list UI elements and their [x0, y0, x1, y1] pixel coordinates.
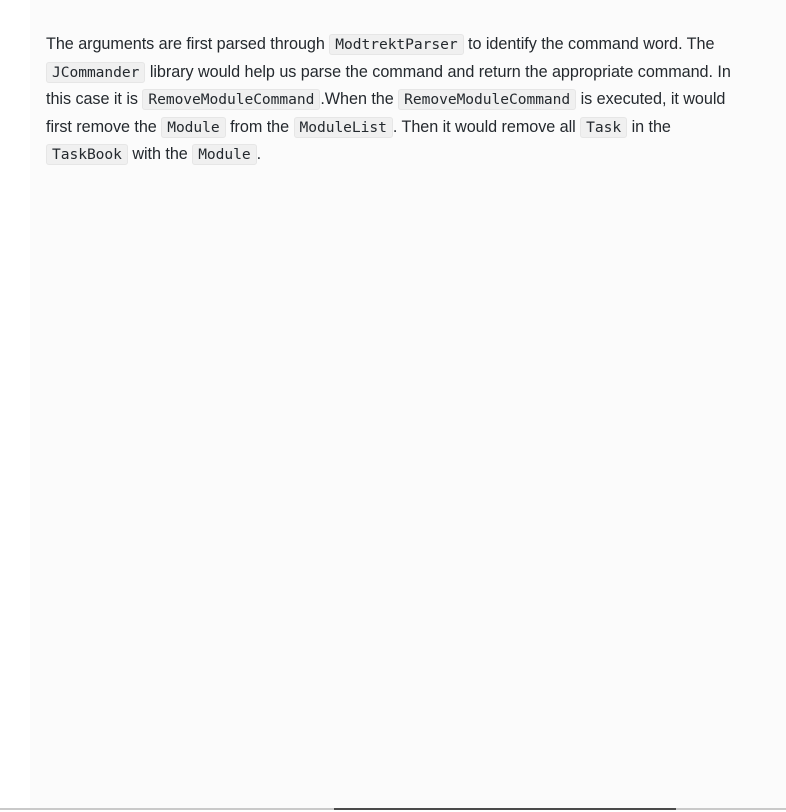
inline-code-remove-module-command: RemoveModuleCommand — [142, 89, 320, 110]
bottom-border-segment — [334, 808, 676, 810]
inline-code-module: Module — [192, 144, 256, 165]
inline-code-modtrekt-parser: ModtrektParser — [329, 34, 463, 55]
bottom-border-segment — [0, 808, 334, 810]
inline-code-task: Task — [580, 117, 627, 138]
paragraph-text: in the — [627, 117, 671, 136]
inline-code-module-list: ModuleList — [294, 117, 393, 138]
paragraph-text: . — [256, 145, 262, 163]
inline-code-task-book: TaskBook — [46, 144, 128, 165]
bottom-border — [0, 808, 786, 812]
inline-code-jcommander: JCommander — [46, 62, 145, 83]
body-paragraph — [46, 31, 746, 169]
bottom-border-segment — [676, 808, 786, 810]
paragraph-text: .When the — [320, 90, 399, 108]
paragraph-text: The arguments are first parsed through — [46, 35, 330, 53]
paragraph-text: is executed, it would first remove the — [46, 90, 726, 136]
paragraph-text: with the — [127, 145, 193, 163]
paragraph-text: to identify the command word. The — [463, 35, 715, 53]
paragraph-text: from the — [225, 117, 294, 136]
inline-code-module: Module — [161, 117, 225, 138]
paragraph-text: . Then it would remove all — [392, 117, 581, 136]
paragraph-text: library would help us parse the command and return the appropriate command. In this case it is — [46, 62, 731, 108]
inline-code-remove-module-command: RemoveModuleCommand — [398, 89, 576, 110]
